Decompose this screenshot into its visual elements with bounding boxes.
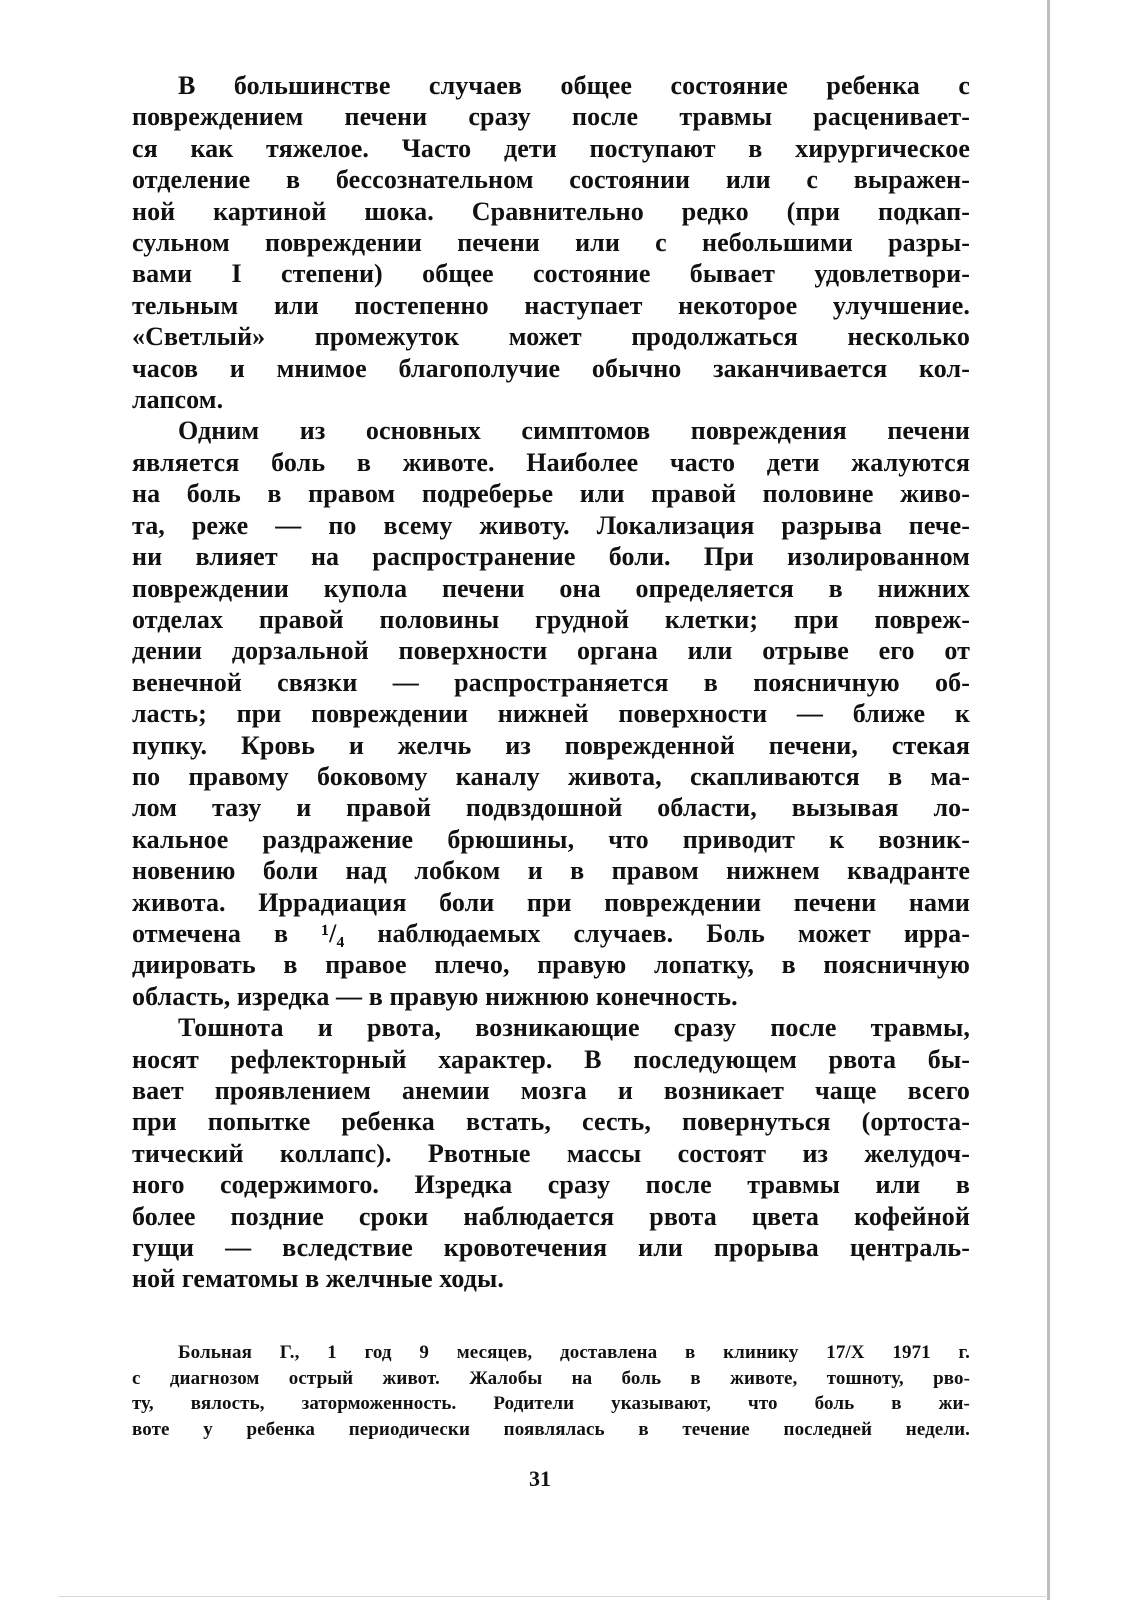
text-line: тический коллапс). Рвотные массы состоят из желудоч- <box>132 1138 970 1168</box>
page-edge-rule <box>1047 0 1050 1600</box>
case-note <box>132 1340 970 1442</box>
text-line: лом тазу и правой подвздошной области, вызывая ло- <box>132 793 970 823</box>
text-line: ни влияет на распространение боли. При изолированном <box>132 542 970 572</box>
note-line: с диагнозом острый живот. Жалобы на боль в животе, тошноту, рво- <box>132 1367 970 1389</box>
text-line: часов и мнимое благополучие обычно заканчивается кол- <box>132 353 970 383</box>
text-line: ного содержимого. Изредка сразу после травмы или в <box>132 1170 970 1200</box>
main-text <box>132 70 970 1295</box>
text-line: ласть; при повреждении нижней поверхности — ближе к <box>132 699 970 729</box>
text-line: диировать в правое плечо, правую лопатку, в поясничную <box>132 950 970 980</box>
text-line: та, реже — по всему животу. Локализация разрыва пече- <box>132 510 970 540</box>
text-line: кальное раздражение брюшины, что приводит к возник- <box>132 824 970 854</box>
text-line: при попытке ребенка встать, сесть, повернуться (ортоста- <box>132 1107 970 1137</box>
paragraph-3 <box>132 1012 970 1295</box>
text-line: ной картиной шока. Сравнительно редко (при подкап- <box>132 196 970 226</box>
paragraph-2 <box>132 415 970 1012</box>
text-line: В большинстве случаев общее состояние ребенка с <box>178 71 970 100</box>
text-line: живота. Иррадиация боли при повреждении печени нами <box>132 887 970 917</box>
text-line: отделение в бессознательном состоянии или с выражен- <box>132 165 970 195</box>
text-line: более поздние сроки наблюдается рвота цвета кофейной <box>132 1201 970 1231</box>
text-line: Тошнота и рвота, возникающие сразу после травмы, <box>178 1013 970 1043</box>
note-line: ту, вялость, заторможенность. Родители указывают, что боль в жи- <box>132 1393 970 1414</box>
text-line: область, изредка — в правую нижнюю конечность. <box>132 981 738 1011</box>
text-line: ной гематомы в желчные ходы. <box>132 1264 504 1294</box>
text-line: Одним из основных симптомов повреждения печени <box>178 416 970 446</box>
text-line: отделах правой половины грудной клетки; при повреж- <box>132 604 970 634</box>
text-line: лапсом. <box>132 385 224 415</box>
text-line: венечной связки — распространяется в поясничную об- <box>132 667 970 697</box>
text-line: отмечена в ¹/₄ наблюдаемых случаев. Боль может ирра- <box>132 918 970 948</box>
text-line: на боль в правом подреберье или правой половине живо- <box>132 479 970 509</box>
text-line: ся как тяжелое. Часто дети поступают в хирургическое <box>132 133 970 163</box>
paragraph-1 <box>132 70 970 415</box>
text-line: повреждении купола печени она определяется в нижних <box>132 573 970 603</box>
text-line: тельным или постепенно наступает некоторое улучшение. <box>132 290 970 320</box>
text-line: по правому боковому каналу живота, скапливаются в ма- <box>132 761 970 791</box>
page-number: 31 <box>529 1466 551 1491</box>
text-line: носят рефлекторный характер. В последующем рвота бы- <box>132 1044 970 1074</box>
text-line: пупку. Кровь и желчь из поврежденной печени, стекая <box>132 730 970 760</box>
text-line: дении дорзальной поверхности органа или отрыве его от <box>132 636 970 666</box>
text-line: «Светлый» промежуток может продолжаться несколько <box>132 322 970 352</box>
text-line: гущи — вследствие кровотечения или прорыва централь- <box>132 1233 970 1263</box>
note-line: воте у ребенка периодически появлялась в течение последней недели. <box>132 1418 970 1440</box>
text-line: новению боли над лобком и в правом нижнем квадранте <box>132 856 970 886</box>
text-line: вает проявлением анемии мозга и возникает чаще всего <box>132 1076 970 1105</box>
text-line: является боль в животе. Наиболее часто дети жалуются <box>132 447 970 477</box>
text-line: сульном повреждении печени или с небольшими разры- <box>132 228 970 258</box>
note-line: Больная Г., 1 год 9 месяцев, доставлена в клинику 17/X 1971 г. <box>178 1342 970 1363</box>
text-line: повреждением печени сразу после травмы расценивает- <box>132 102 970 132</box>
page-bottom-rule <box>58 1596 1048 1597</box>
text-line: вами I степени) общее состояние бывает удовлетвори- <box>132 259 970 289</box>
